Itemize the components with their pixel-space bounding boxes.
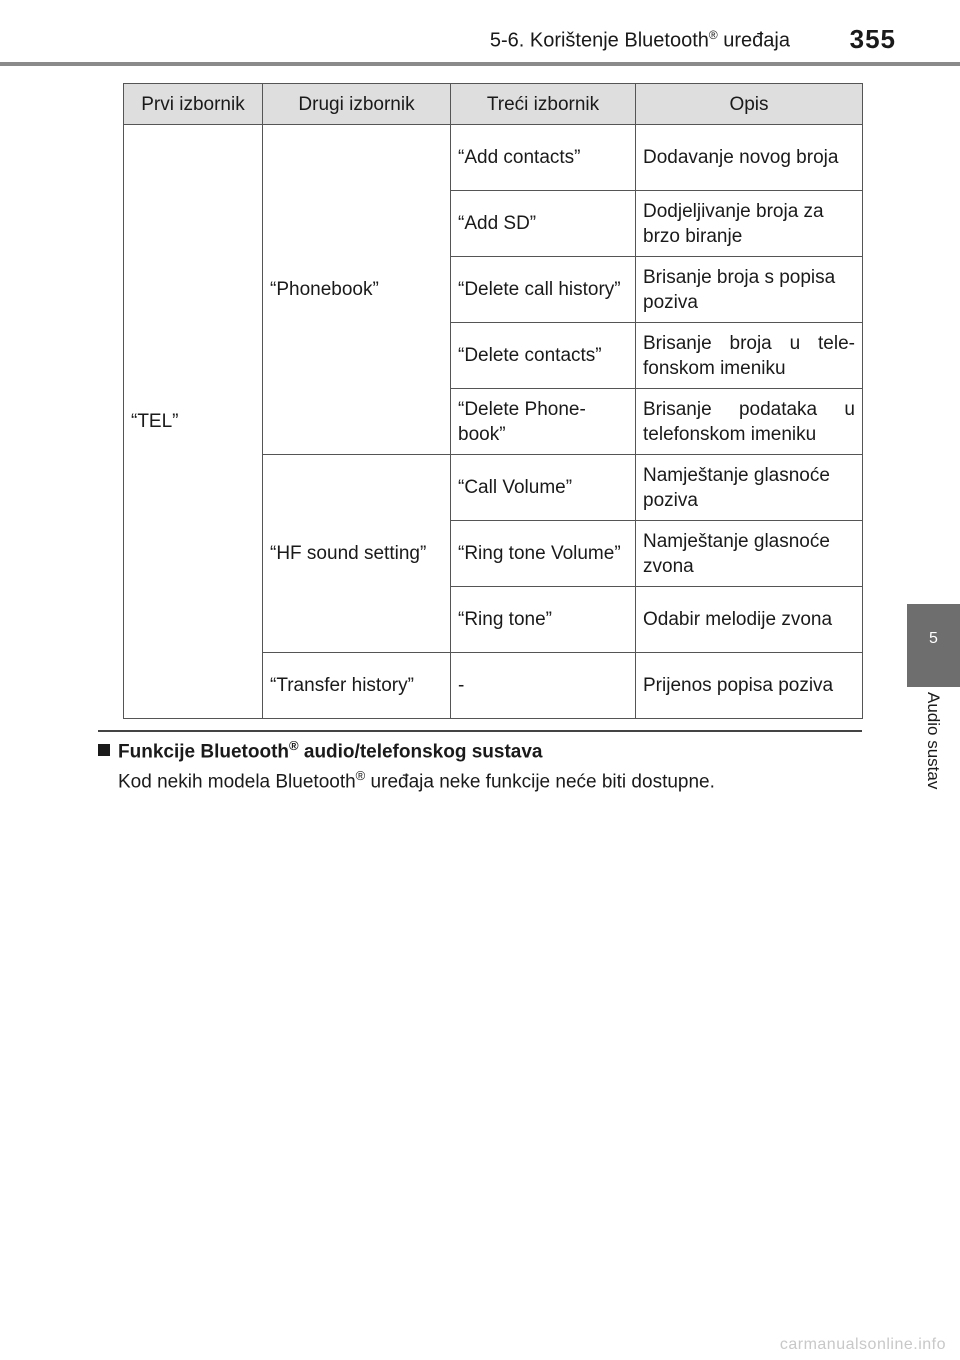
description-cell: Namještanje glasnoće poziva	[636, 455, 863, 521]
header-rule	[0, 62, 960, 66]
section-title: 5-6. Korištenje Bluetooth® uređaja	[489, 28, 790, 52]
watermark: carmanualsonline.info	[779, 1336, 946, 1353]
second-menu-cell: “Transfer history”	[263, 653, 451, 719]
description-cell: Odabir melodije zvona	[636, 587, 863, 653]
description-cell: Brisanje podataka u telefonskom imeniku	[636, 389, 863, 455]
bullet-square-icon	[98, 744, 110, 756]
second-menu-cell: “Phonebook”	[263, 125, 451, 455]
third-menu-cell: “Delete call history”	[451, 257, 636, 323]
description-cell: Namještanje glasnoće zvona	[636, 521, 863, 587]
table-header-row	[124, 84, 863, 125]
page-number: 355	[849, 24, 896, 54]
chapter-label: Audio sustav	[924, 692, 943, 790]
third-menu-cell: “Delete Phone-book”	[451, 389, 636, 455]
header-first-menu: Prvi izbornik	[124, 84, 263, 125]
first-menu-cell: “TEL”	[124, 125, 263, 719]
table-row	[124, 125, 863, 191]
second-menu-cell: “HF sound setting”	[263, 455, 451, 653]
header-description: Opis	[636, 84, 863, 125]
chapter-tab: 5	[907, 604, 960, 687]
description-cell: Brisanje broja u tele-fonskom imeniku	[636, 323, 863, 389]
header-third-menu: Treći izbornik	[451, 84, 636, 125]
third-menu-cell: “Add SD”	[451, 191, 636, 257]
third-menu-cell: -	[451, 653, 636, 719]
description-cell: Prijenos popisa poziva	[636, 653, 863, 719]
description-cell: Dodjeljivanje broja za brzo biranje	[636, 191, 863, 257]
section-divider	[98, 730, 862, 732]
header-second-menu: Drugi izbornik	[263, 84, 451, 125]
third-menu-cell: “Ring tone Volume”	[451, 521, 636, 587]
third-menu-cell: “Delete contacts”	[451, 323, 636, 389]
third-menu-cell: “Add contacts”	[451, 125, 636, 191]
description-cell: Dodavanje novog broja	[636, 125, 863, 191]
note-body: Kod nekih modela Bluetooth® uređaja neke funkcije neće biti dostupne.	[118, 768, 715, 793]
description-cell: Brisanje broja s popisa poziva	[636, 257, 863, 323]
note-title: Funkcije Bluetooth® audio/telefonskog sustava	[98, 738, 543, 763]
menu-table	[123, 83, 863, 719]
third-menu-cell: “Call Volume”	[451, 455, 636, 521]
third-menu-cell: “Ring tone”	[451, 587, 636, 653]
